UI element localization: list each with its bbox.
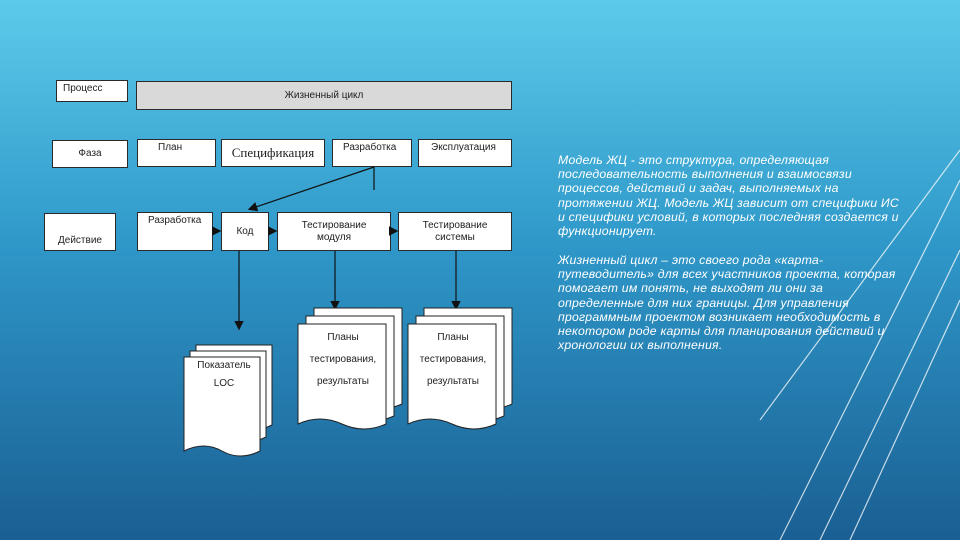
phase-specification: Спецификация bbox=[221, 139, 325, 167]
phase-plan: План bbox=[137, 139, 216, 167]
doc-unit-tests-text: Планы тестирования, результаты bbox=[309, 332, 377, 387]
paragraph-model-definition: Модель ЖЦ - это структура, определяющая последовательность выполнения и взаимосвязи процессов, действий и задач, выполняемых на протяжении ЖЦ. Модель ЖЦ зависит от специфики ИС и специфики условий, в которых последняя создается и функционирует. bbox=[558, 153, 899, 239]
label-action: Действие bbox=[44, 213, 116, 251]
phase-development: Разработка bbox=[332, 139, 412, 167]
action-development: Разработка bbox=[137, 212, 213, 251]
action-system-testing: Тестирование системы bbox=[398, 212, 512, 251]
doc-system-tests-text: Планы тестирования, результаты bbox=[419, 332, 487, 387]
paragraph-lifecycle-map: Жизненный цикл – это своего рода «карта-путеводитель» для всех участников проекта, которая помогает им понять, не выходят ли они за определенные для них границы. Для управления программным проектом возникает необходимость в некотором роде карты для планирования действий и хронологии их выполнения. bbox=[558, 253, 896, 353]
arrow-spec-to-code bbox=[250, 167, 374, 209]
label-process: Процесс bbox=[56, 80, 128, 102]
action-code: Код bbox=[221, 212, 269, 251]
phase-operation: Эксплуатация bbox=[418, 139, 512, 167]
process-box-lifecycle: Жизненный цикл bbox=[136, 81, 512, 110]
action-unit-testing: Тестирование модуля bbox=[277, 212, 391, 251]
label-phase: Фаза bbox=[52, 140, 128, 168]
doc-loc-text: Показатель LOC bbox=[197, 360, 251, 389]
